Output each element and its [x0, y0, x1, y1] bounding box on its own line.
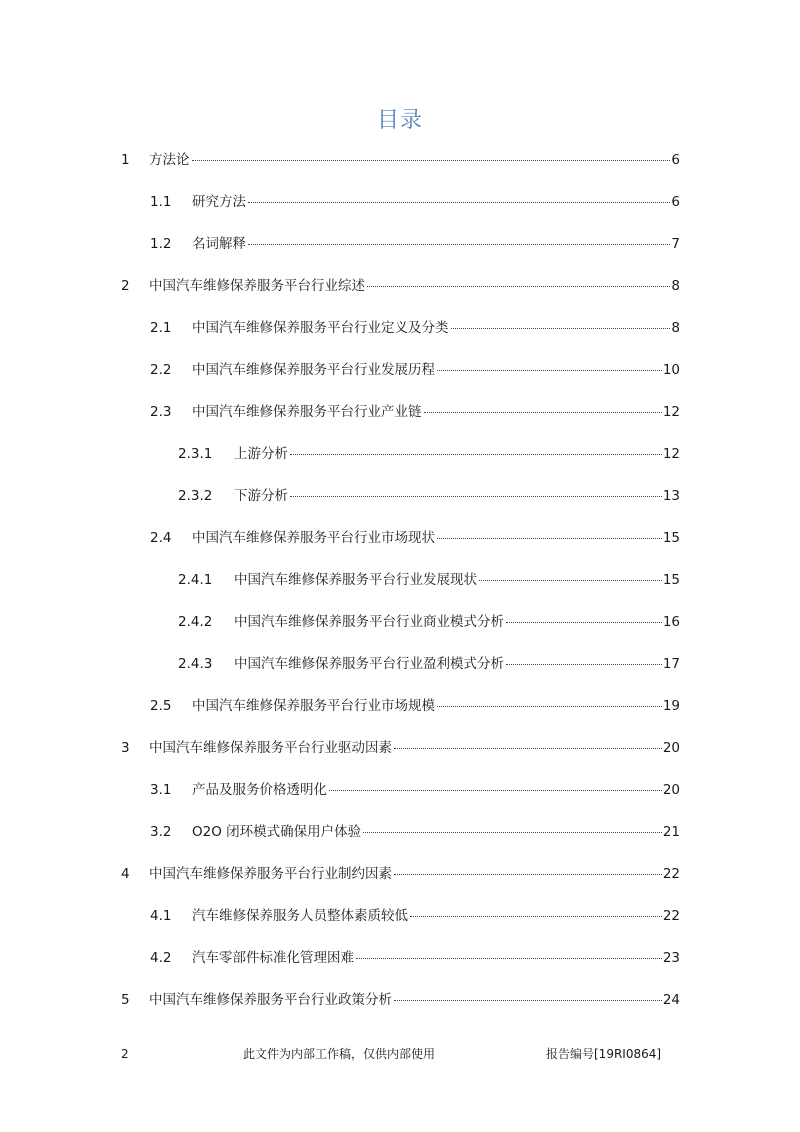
toc-leader [451, 327, 671, 329]
toc-entry[interactable] [121, 276, 680, 296]
toc-number: 3.1 [150, 782, 172, 798]
toc-leader [290, 453, 662, 455]
toc-entry[interactable] [178, 570, 680, 590]
toc-entry[interactable] [150, 780, 680, 800]
toc-page: 23 [662, 950, 680, 966]
toc-number: 1 [121, 152, 130, 168]
toc-leader [479, 579, 662, 581]
toc-label: 中国汽车维修保养服务平台行业市场现状 [192, 530, 435, 546]
toc-page: 15 [662, 572, 680, 588]
toc-entry[interactable] [150, 360, 680, 380]
toc-label: 中国汽车维修保养服务平台行业驱动因素 [149, 740, 392, 756]
toc-entry[interactable] [150, 822, 680, 842]
toc-number: 2.4.3 [178, 656, 213, 672]
toc-leader [394, 747, 662, 749]
toc-label: 中国汽车维修保养服务平台行业盈利模式分析 [234, 656, 504, 672]
toc-label: 中国汽车维修保养服务平台行业政策分析 [149, 992, 392, 1008]
toc-number: 2.4.2 [178, 614, 213, 630]
toc-leader [248, 243, 670, 245]
toc-label: 中国汽车维修保养服务平台行业商业模式分析 [234, 614, 504, 630]
toc-label: 中国汽车维修保养服务平台行业发展现状 [234, 572, 477, 588]
toc-number: 2.4 [150, 530, 172, 546]
toc-page: 12 [662, 446, 680, 462]
toc-label: 上游分析 [234, 446, 288, 462]
toc-page: 10 [662, 362, 680, 378]
toc-leader [367, 285, 670, 287]
toc-number: 1.1 [150, 194, 172, 210]
toc-number: 2.3.2 [178, 488, 213, 504]
toc-page: 7 [671, 236, 680, 252]
toc-page: 22 [662, 866, 680, 882]
toc-page: 19 [662, 698, 680, 714]
toc-entry[interactable] [150, 528, 680, 548]
toc-label: 中国汽车维修保养服务平台行业产业链 [192, 404, 422, 420]
toc-page: 21 [662, 824, 680, 840]
toc-label: 中国汽车维修保养服务平台行业制约因素 [149, 866, 392, 882]
toc-number: 4.2 [150, 950, 172, 966]
page-title: 目录 [376, 108, 423, 133]
toc-leader [363, 831, 662, 833]
toc-entry[interactable] [121, 150, 680, 170]
toc-page: 15 [662, 530, 680, 546]
toc-leader [290, 495, 662, 497]
toc-number: 2.2 [150, 362, 172, 378]
toc-page: 20 [662, 740, 680, 756]
toc-label: 中国汽车维修保养服务平台行业发展历程 [192, 362, 435, 378]
toc-entry[interactable] [150, 948, 680, 968]
toc-entry[interactable] [121, 990, 680, 1010]
toc-label: 研究方法 [192, 194, 246, 210]
toc-page: 8 [671, 278, 680, 294]
toc-label: 中国汽车维修保养服务平台行业定义及分类 [192, 320, 449, 336]
toc-entry[interactable] [178, 612, 680, 632]
toc-number: 2.1 [150, 320, 172, 336]
toc-entry[interactable] [150, 696, 680, 716]
toc-number: 4.1 [150, 908, 172, 924]
toc-entry[interactable] [150, 234, 680, 254]
toc-number: 1.2 [150, 236, 172, 252]
footer-report-code: 报告编号[19RI0864] [546, 1047, 662, 1061]
toc-label: 汽车维修保养服务人员整体素质较低 [192, 908, 408, 924]
toc-entry[interactable] [150, 906, 680, 926]
toc-label: 产品及服务价格透明化 [192, 782, 327, 798]
toc-page: 12 [662, 404, 680, 420]
toc-leader [356, 957, 662, 959]
toc-page: 17 [662, 656, 680, 672]
toc-leader [437, 537, 662, 539]
toc-number: 2.3.1 [178, 446, 213, 462]
toc-entry[interactable] [121, 738, 680, 758]
toc-label: 下游分析 [234, 488, 288, 504]
toc-label: 名词解释 [192, 236, 246, 252]
toc-leader [394, 873, 662, 875]
toc-entry[interactable] [150, 192, 680, 212]
toc-leader [437, 705, 662, 707]
footer-note: 此文件为内部工作稿，仅供内部使用 [243, 1047, 436, 1061]
toc-leader [329, 789, 662, 791]
toc-page: 6 [671, 194, 680, 210]
toc-label: 中国汽车维修保养服务平台行业综述 [149, 278, 365, 294]
toc-entry[interactable] [150, 402, 680, 422]
toc-entry[interactable] [178, 654, 680, 674]
toc-number: 4 [121, 866, 130, 882]
toc-entry[interactable] [178, 486, 680, 506]
toc-label: 中国汽车维修保养服务平台行业市场规模 [192, 698, 435, 714]
toc-number: 3.2 [150, 824, 172, 840]
toc-label: 汽车零部件标准化管理困难 [192, 950, 354, 966]
footer-page-number: 2 [121, 1047, 129, 1061]
toc-entry[interactable] [121, 864, 680, 884]
toc-page: 22 [662, 908, 680, 924]
toc-number: 2.5 [150, 698, 172, 714]
toc-label: O2O 闭环模式确保用户体验 [192, 824, 362, 840]
toc-page: 20 [662, 782, 680, 798]
toc-number: 2.4.1 [178, 572, 213, 588]
toc-leader [394, 999, 662, 1001]
toc-page: 24 [662, 992, 680, 1008]
toc-entry[interactable] [150, 318, 680, 338]
toc-page: 8 [671, 320, 680, 336]
toc-page: 13 [662, 488, 680, 504]
toc-leader [410, 915, 662, 917]
toc-page: 16 [662, 614, 680, 630]
toc-leader [424, 411, 662, 413]
toc-entry[interactable] [178, 444, 680, 464]
toc-label: 方法论 [149, 152, 190, 168]
toc-number: 5 [121, 992, 130, 1008]
toc-leader [437, 369, 662, 371]
toc-leader [506, 663, 662, 665]
toc-leader [506, 621, 662, 623]
toc-leader [192, 159, 671, 161]
toc-number: 2.3 [150, 404, 172, 420]
toc-page: 6 [671, 152, 680, 168]
toc-leader [248, 201, 670, 203]
toc-number: 3 [121, 740, 130, 756]
toc-number: 2 [121, 278, 130, 294]
